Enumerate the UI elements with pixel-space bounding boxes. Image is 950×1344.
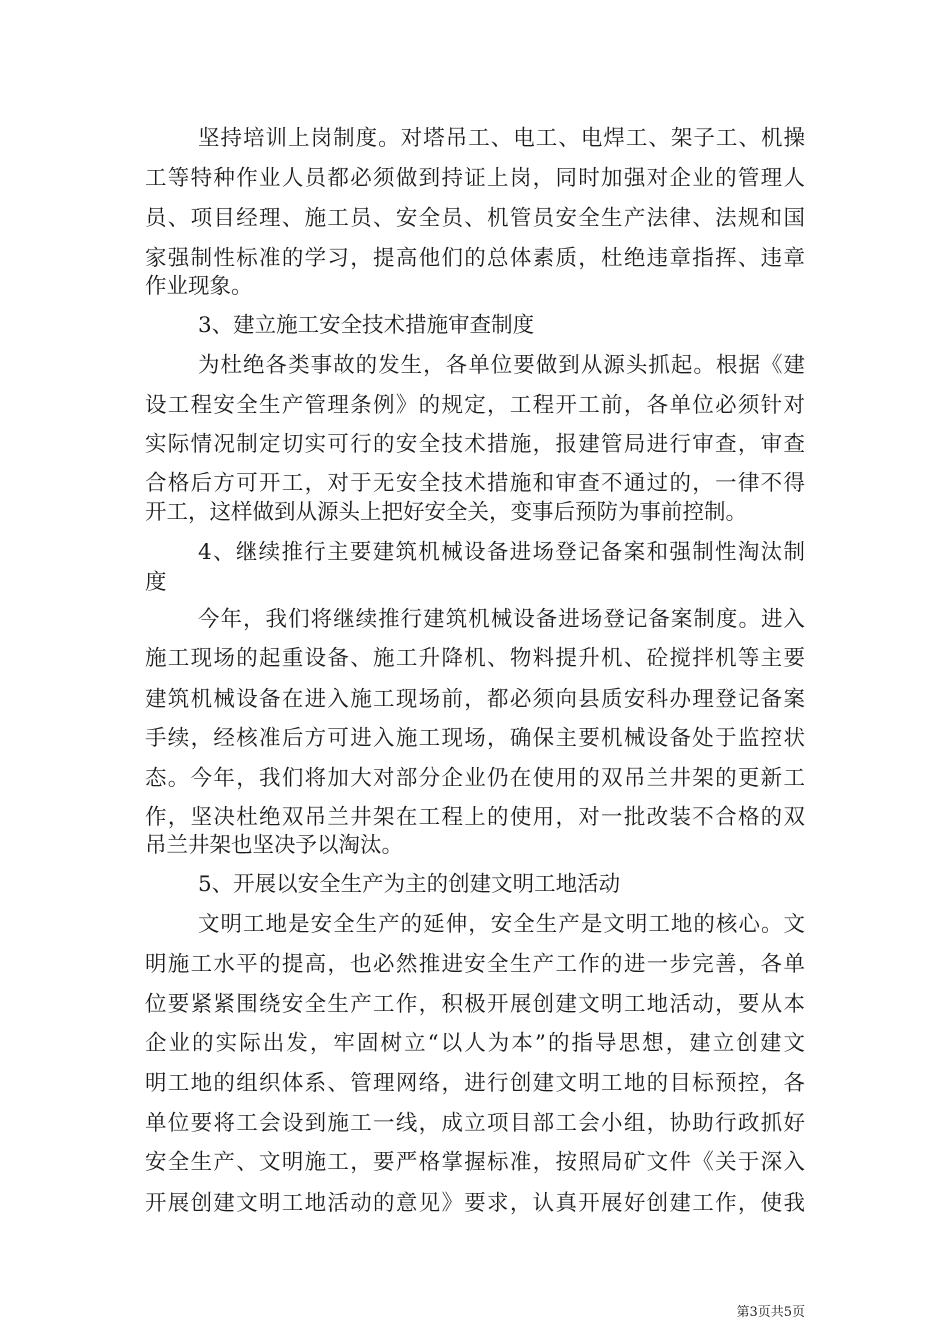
section-heading: 4、继续推行主要建筑机械设备进场登记备案和强制性淘汰制 [198, 540, 805, 565]
paragraph-line: 安全生产、文明施工，要严格掌握标准，按照局矿文件《关于深入 [145, 1150, 805, 1175]
paragraph-line: 吊兰井架也坚决予以淘汰。 [145, 833, 404, 858]
paragraph-line: 文明工地是安全生产的延伸，安全生产是文明工地的核心。文 [198, 912, 805, 937]
paragraph-line: 建筑机械设备在进入施工现场前，都必须向县质安科办理登记备案 [145, 687, 805, 712]
paragraph-line: 作业现象。 [145, 274, 253, 299]
paragraph-line: 合格后方可开工，对于无安全技术措施和审查不通过的，一律不得 [145, 471, 805, 496]
section-heading-continuation: 度 [145, 570, 167, 595]
paragraph-line: 坚持培训上岗制度。对塔吊工、电工、电焊工、架子工、机操 [198, 126, 805, 151]
paragraph-line: 员、项目经理、施工员、安全员、机管员安全生产法律、法规和国 [145, 206, 805, 231]
paragraph-line: 家强制性标准的学习，提高他们的总体素质，杜绝违章指挥、违章 [145, 246, 805, 271]
paragraph-line: 开工，这样做到从源头上把好安全关，变事后预防为事前控制。 [145, 500, 748, 525]
paragraph-line: 为杜绝各类事故的发生，各单位要做到从源头抓起。根据《建 [198, 353, 805, 378]
paragraph-line: 今年，我们将继续推行建筑机械设备进场登记备案制度。进入 [198, 607, 805, 632]
paragraph-line: 单位要将工会设到施工一线，成立项目部工会小组，协助行政抓好 [145, 1111, 805, 1136]
paragraph-line: 实际情况制定切实可行的安全技术措施，报建管局进行审查，审查 [145, 432, 805, 457]
paragraph-line: 作，坚决杜绝双吊兰井架在工程上的使用，对一批改装不合格的双 [145, 805, 805, 830]
paragraph-line: 企业的实际出发，牢固树立“以人为本”的指导思想，建立创建文 [145, 1031, 805, 1056]
paragraph-line: 设工程安全生产管理条例》的规定，工程开工前，各单位必须针对 [145, 393, 805, 418]
section-heading: 5、开展以安全生产为主的创建文明工地活动 [198, 872, 621, 897]
paragraph-line: 开展创建文明工地活动的意见》要求，认真开展好创建工作，使我 [145, 1191, 805, 1216]
page-number: 第3页共5页 [736, 1305, 805, 1320]
paragraph-line: 明工地的组织体系、管理网络，进行创建文明工地的目标预控，各 [145, 1071, 805, 1096]
paragraph-line: 施工现场的起重设备、施工升降机、物料提升机、砼搅拌机等主要 [145, 646, 805, 671]
paragraph-line: 位要紧紧围绕安全生产工作，积极开展创建文明工地活动，要从本 [145, 992, 805, 1017]
paragraph-line: 明施工水平的提高，也必然推进安全生产工作的进一步完善，各单 [145, 952, 805, 977]
paragraph-line: 态。今年，我们将加大对部分企业仍在使用的双吊兰井架的更新工 [145, 766, 805, 791]
section-heading: 3、建立施工安全技术措施审查制度 [198, 313, 535, 338]
paragraph-line: 工等特种作业人员都必须做到持证上岗，同时加强对企业的管理人 [145, 166, 805, 191]
paragraph-line: 手续，经核准后方可进入施工现场，确保主要机械设备处于监控状 [145, 726, 805, 751]
